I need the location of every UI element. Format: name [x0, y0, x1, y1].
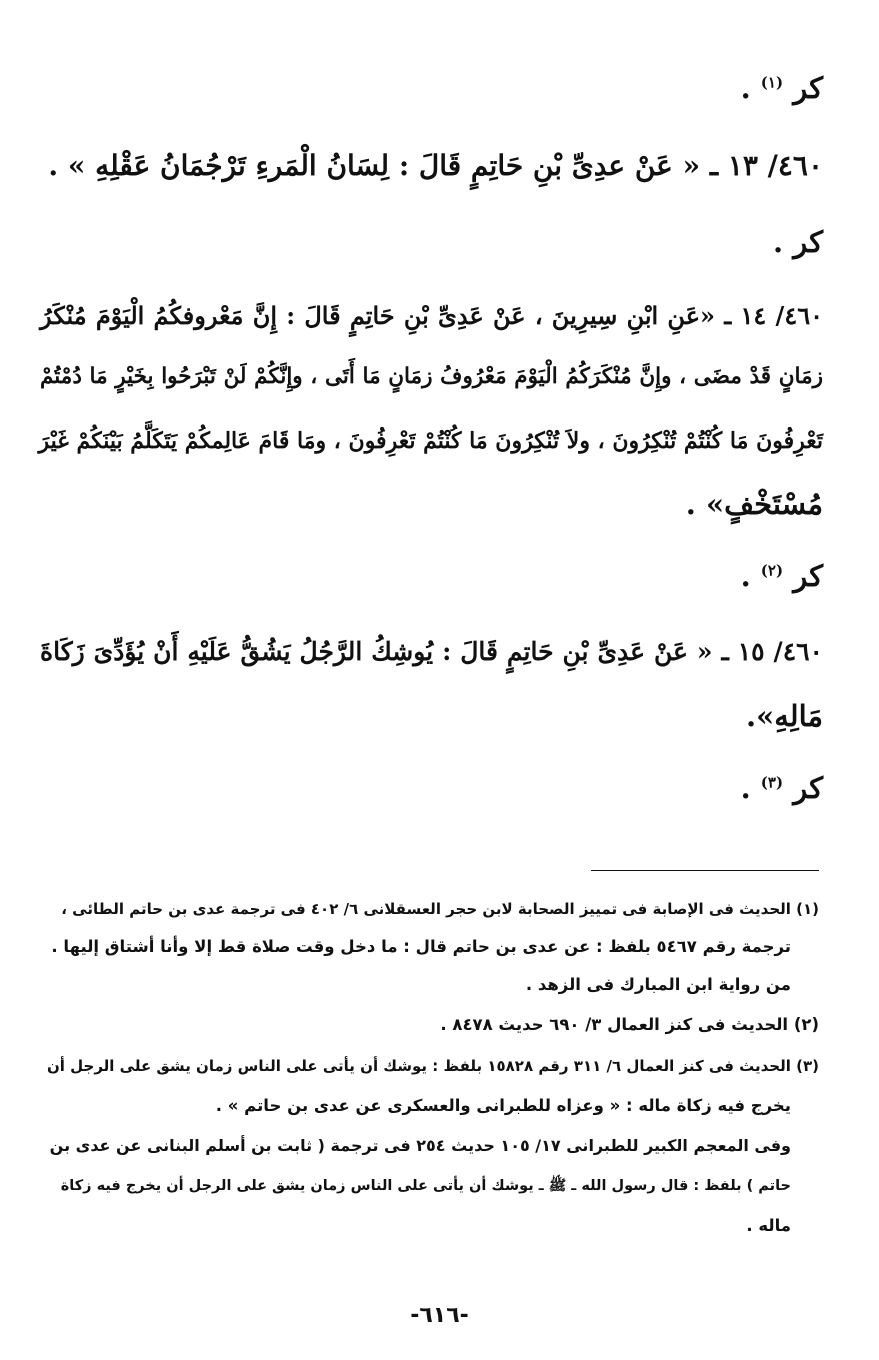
footnote-marker-1[interactable]: (١) [760, 73, 784, 92]
source-reference-plain: كر . [773, 225, 823, 259]
period: . [740, 771, 751, 805]
footnote-2: (٢) الحديث فى كنز العمال ٣/ ٦٩٠ حديث ٨٤٧٨ . [440, 1015, 819, 1034]
footnote-3-line-4: حاتم ) بلفظ : قال رسول الله ـ ﷺ ـ يوشك أن يأتى على الناس زمان يشق على الرجل أن يخرج فيه زكاة [60, 1178, 791, 1194]
hadith-14-line-3: تَعْرِفُونَ مَا كُنْتُمْ تُنْكِرُونَ ، ولاَ تُنْكِرُونَ مَا كُنْتُمْ تَعْرِفُونَ ، ومَا قَامَ عَالِمكُمْ يَتَكَلَّمُ بَيْنَكُمْ غَيْرَ [38, 428, 823, 454]
footnote-3-line-2: يخرج فيه زكاة ماله : « وعزاه للطبرانى والعسكرى عن عدى بن حاتم » . [215, 1096, 791, 1115]
footnote-marker-2[interactable]: (٢) [760, 561, 784, 580]
source-reference-2 [40, 556, 823, 596]
source-abbrev: كر [793, 71, 823, 105]
footnote-1-line-3: من رواية ابن المبارك فى الزهد . [525, 975, 791, 994]
footnote-1-line-1: (١) الحديث فى الإصابة فى تمييز الصحابة لابن حجر العسقلانى ٦/ ٤٠٢ فى ترجمة عدى بن حاتم الطائى ، [61, 900, 819, 918]
source-abbrev: كر [793, 771, 823, 805]
hadith-14-line-1: ٤٦٠/ ١٤ ـ «عَنِ ابْنِ سِيرِينَ ، عَنْ عَدِىِّ بْنِ حَاتِمٍ قَالَ : إِنَّ مَعْروفكُمُ الْيَوْمَ مُنْكَرُ [40, 301, 823, 330]
source-reference-1 [40, 68, 823, 108]
page-number: -٦١٦- [410, 1303, 469, 1328]
source-reference-3 [40, 768, 823, 808]
hadith-13: ٤٦٠/ ١٣ ـ « عَنْ عدِىِّ بْنِ حَاتِمٍ قَالَ : لِسَانُ الْمَرءِ تَرْجُمَانُ عَقْلِهِ » . [48, 149, 823, 182]
footnote-marker-3[interactable]: (٣) [760, 773, 784, 792]
footnote-3-line-1: (٣) الحديث فى كنز العمال ٦/ ٣١١ رقم ١٥٨٢٨ بلفظ : يوشك أن يأتى على الناس زمان يشق على الرجل أن [46, 1057, 819, 1075]
hadith-15-line-2: مَالِهِ». [746, 699, 823, 733]
footnote-3-line-3: وفى المعجم الكبير للطبرانى ١٧/ ١٠٥ حديث ٢٥٤ فى ترجمة ( ثابت بن أسلم البنانى عن عدى بن [49, 1136, 791, 1155]
footnote-separator [591, 870, 819, 871]
footnote-3-line-5: ماله . [746, 1216, 791, 1235]
hadith-14-line-4: مُسْتَخْفٍ» . [685, 487, 823, 521]
period: . [740, 71, 751, 105]
period: . [740, 559, 751, 593]
footnote-1-line-2: ترجمة رقم ٥٤٦٧ بلفظ : عن عدى بن حاتم قال : ما دخل وقت صلاة قط إلا وأنا أشتاق إليها . [51, 937, 791, 956]
hadith-15-line-1: ٤٦٠/ ١٥ ـ « عَنْ عَدِىِّ بْنِ حَاتِمٍ قَالَ : يُوشِكُ الرَّجُلُ يَشُقُّ عَلَيْهِ أَنْ يُؤَدِّىَ زَكَاةَ [40, 637, 823, 666]
hadith-14-line-2: زمَانٍ قَدْ مضَى ، وإِنَّ مُنْكَرَكُمُ الْيَوْمَ مَعْرُوفُ زمَانٍ مَا أَتَى ، وإِنَّكُمْ لَنْ تَبْرَحُوا بِخَيْرٍ مَا دُمْتُمْ [40, 364, 823, 389]
source-abbrev: كر [793, 559, 823, 593]
